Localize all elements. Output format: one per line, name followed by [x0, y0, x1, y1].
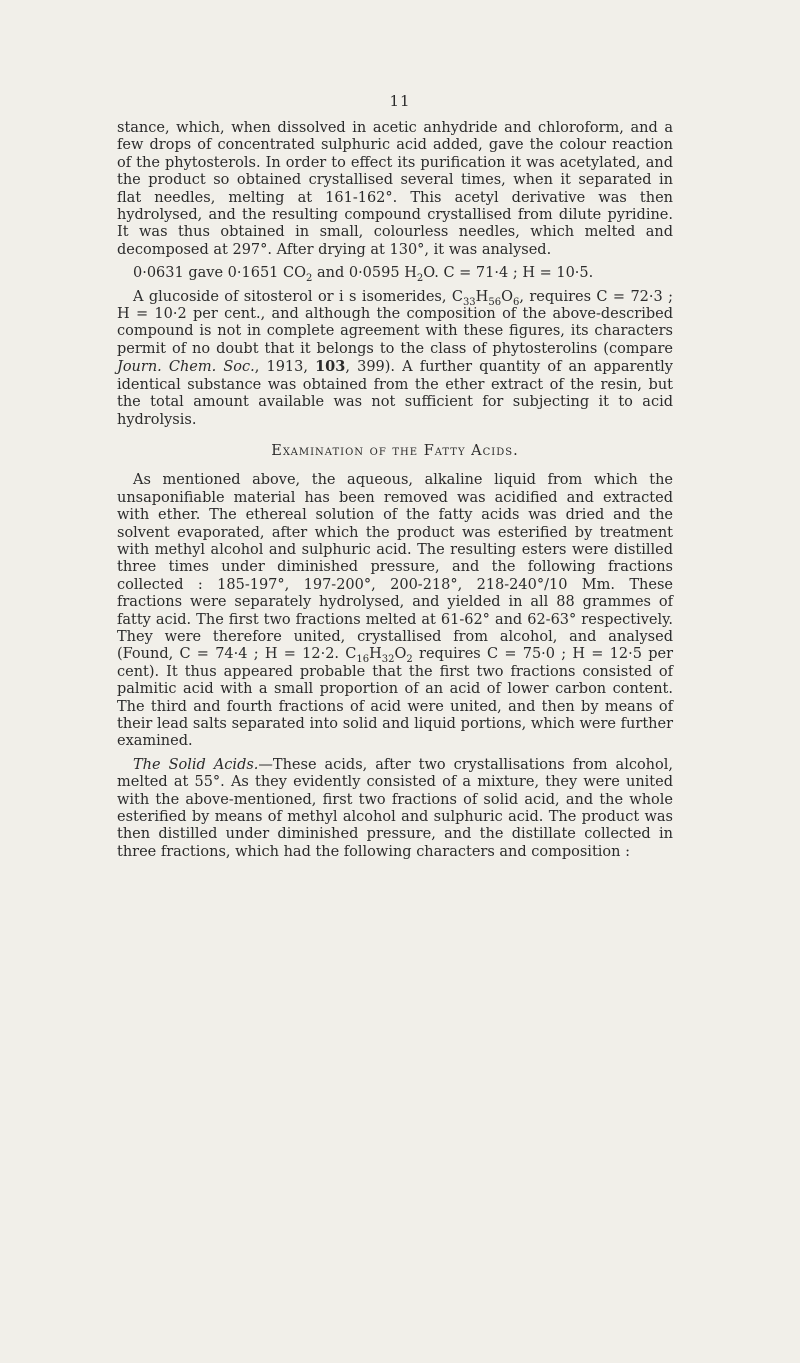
journal-volume: 103 [315, 358, 346, 376]
paragraph-2: A glucoside of sitosterol or i s isomerides, $C_{33}H_{56}O_6$, requires C = 72·3 ; H = 10·2 per cent., and although the composition of the above-described compound is not in complete agreement with these figures, its characters permit of no doubt that it belongs to the class of phytosterolins (compare Journ. Chem. Soc., 1913, 103, 399). A further quantity of an apparently identical substance was obtained from the ether extract of the resin, but the total amount available was not sufficient for subjecting it to acid hydrolysis. [117, 288, 673, 428]
paragraph-4: The Solid Acids.—These acids, after two crystallisations from alcohol, melted at 55°. As they evidently consisted of a mixture, they were united with the above-mentioned, first two fractions of solid acid, and the whole esterified by means of methyl alcohol and sulphuric acid. The product was then distilled under diminished pressure, and the distillate collected in three fractions, which had the following characters and composition : [117, 756, 673, 860]
body-text [117, 120, 673, 861]
analysis-line: 0·0631 gave 0·1651 $CO_2$ and 0·0595 $H_2O$. C = 71·4 ; H = 10·5. [133, 265, 594, 285]
journal-citation: Journ. Chem. Soc. [117, 359, 255, 376]
paragraph-3: As mentioned above, the aqueous, alkaline liquid from which the unsaponifiable material has been removed was acidified and extracted with ether. The ethereal solution of the fatty acids was dried and the solvent evaporated, after which the product was esterified by treatment with methyl alcohol and sulphuric acid. The resulting esters were distilled three times under diminished pressure, and the following fractions collected : 185-197°, 197-200°, 200-218°, 218-240°/10 Mm. These fractions were separately hydrolysed, and yielded in all 88 grammes of fatty acid. The first two fractions melted at 61-62° and 62-63° respectively. They were therefore united, crystallised from alcohol, and analysed (Found, C = 74·4 ; H = 12·2. $C_{16}H_{32}O_2$ requires C = 75·0 ; H = 12·5 per cent). It thus appeared probable that the first two fractions consisted of palmitic acid with a small proportion of an acid of lower carbon content. The third and fourth fractions of acid were united, and then by means of their lead salts separated into solid and liquid portions, which were further examined. [117, 472, 674, 750]
section-heading: Examination of the Fatty Acids. [271, 442, 519, 459]
subsection-title: The Solid Acids. [133, 756, 259, 773]
page-number: 11 [389, 92, 411, 110]
paragraph-1: stance, which, when dissolved in acetic anhydride and chloroform, and a few drops of concentrated sulphuric acid added, gave the colour reaction of the phytosterols. In order to effect its purification it was acetylated, and the product so obtained crystallised several times, when it separated in flat needles, melting at 161-162°. This acetyl derivative was then hydrolysed, and the resulting compound crystallised from dilute pyridine. It was thus obtained in small, colourless needles, which melted and decomposed at 297°. After drying at 130°, it was analysed. [117, 120, 673, 258]
